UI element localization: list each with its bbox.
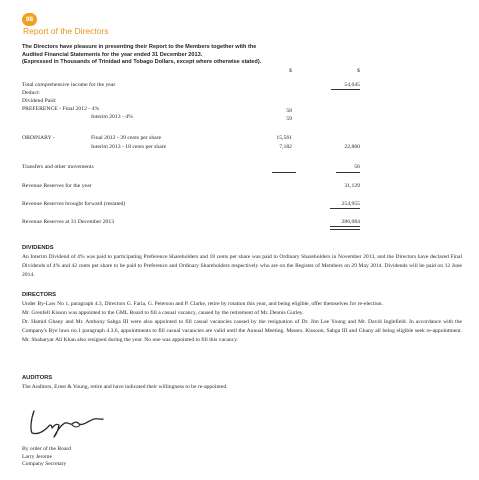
row-value: 7,182	[279, 144, 292, 150]
intro-line: Audited Financial Statements for the year ended 31 December 2013.	[22, 51, 203, 58]
auditors-text: The Auditors, Ernst & Young, retire and have indicated their willingness to be re-appointed.	[22, 384, 228, 390]
row-label: Interim 2013 - 4%	[91, 114, 133, 120]
intro-statement	[22, 44, 462, 67]
row-label: Dividend Paid:	[22, 98, 57, 104]
intro-line: The Directors have pleasure in presenting their Report to the Members together with the	[22, 44, 257, 50]
row-label: ORDINARY -	[22, 135, 55, 141]
row-label: Deduct:	[22, 90, 41, 96]
directors-paragraph	[22, 300, 462, 345]
row-value: 286,084	[341, 219, 360, 225]
directors-text: Under By-Law No 1, paragraph 4.3, Directors G. Faria, G. Peterson and P. Clarke, retire by rotation this year, and being eligible, offer themselves for re-election.	[22, 301, 383, 307]
report-title: Report of the Directors	[23, 26, 109, 36]
column-header: $	[289, 68, 292, 74]
intro-line: (Expressed in Thousands of Trinidad and Tobago Dollars, except where otherwise stated).	[22, 59, 262, 66]
dividends-text: An Interim Dividend of 4% was paid to participating Preference Shareholders and 18 cents per share was paid to Ordinary Shareholders in November 2013, and the Directors have declared Final Dividends of 4% and 42 cents per share to be paid to Preference and Ordinary Shareholders respectively who are on the Register of Members on 29 May 2014. Dividends will be paid on 12 June 2014.	[22, 254, 462, 278]
row-value: 254,955	[341, 201, 360, 207]
auditors-paragraph	[22, 383, 462, 392]
directors-text: Dr. Hamid Ghany and Mr. Anthony Sabga III were also appointed to fill casual vacancies caused by the resignation of Dr. Jim Lee Young and Mr. David Inglefield. In accordance with the Company's Bye laws no.1 paragraph 4.3.6, appointments to fill casual vacancies are valid until the Annual Meeting. Messrs. Kissoon, Sabga III and Ghany all being eligible seek re-appointment. Mr. Shaharyar Ali Khan also resigned during the year. No one was appointed to fill this vacancy.	[22, 318, 462, 343]
row-label: Interim 2013 - 18 cents per share	[91, 144, 167, 150]
double-underline	[330, 226, 360, 230]
row-label: Final 2012 - 39 cents per share	[91, 135, 162, 141]
underline	[272, 172, 296, 173]
row-label: Total comprehensive income for the year	[22, 82, 116, 88]
row-label: Revenue Reserves at 31 December 2013	[22, 219, 115, 225]
row-value: 22,860	[344, 144, 360, 150]
dividends-heading: DIVIDENDS	[22, 245, 54, 251]
closing-line: By order of the Board	[22, 446, 72, 452]
row-value: 56	[354, 164, 360, 170]
page-number-badge: 88	[22, 13, 37, 26]
auditors-heading: AUDITORS	[22, 375, 53, 381]
underline	[336, 172, 360, 173]
column-header: $	[357, 68, 360, 74]
secretary-title: Company Secretary	[22, 461, 67, 468]
row-value: 54,045	[344, 82, 360, 88]
directors-heading: DIRECTORS	[22, 292, 57, 298]
closing-block	[22, 446, 71, 469]
row-value: 31,129	[344, 183, 360, 189]
directors-text: Mr. Grenfell Kisson was appointed to the GML Board to fill a casual vacancy, caused by the retirement of Mr. Dennis Gurley.	[22, 309, 304, 316]
row-label: PREFERENCE - Final 2012 - 4%	[22, 106, 100, 112]
row-label: Revenue Reserves brought forward (restated)	[22, 201, 126, 207]
dividends-paragraph	[22, 253, 462, 280]
row-label: Transfers and other movements	[22, 164, 94, 170]
row-value: 59	[286, 116, 292, 122]
secretary-name: Larry Jerome	[22, 453, 52, 460]
underline	[331, 89, 360, 90]
underline	[330, 208, 360, 209]
row-label: Revenue Reserves for the year	[22, 183, 92, 189]
row-value: 58	[286, 108, 292, 114]
signature-image	[28, 407, 108, 444]
row-value: 15,561	[276, 135, 292, 141]
